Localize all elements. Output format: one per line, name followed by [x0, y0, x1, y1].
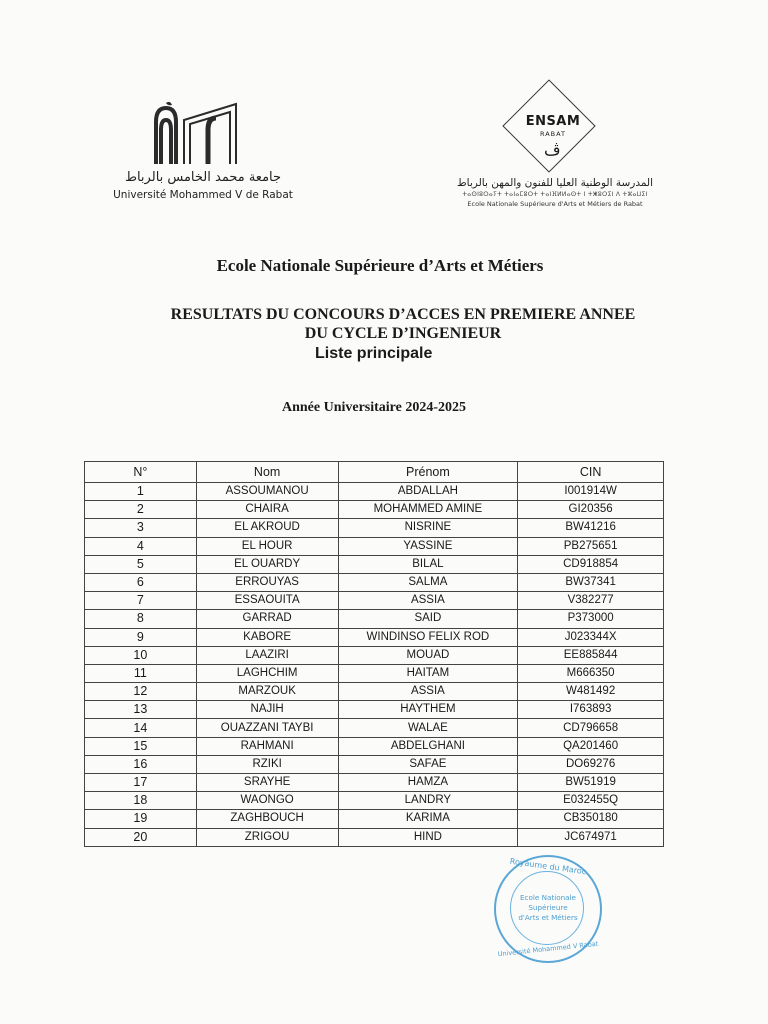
cell-first-name: KARIMA: [338, 810, 518, 828]
table-row: [85, 573, 664, 591]
table-row: [85, 755, 664, 773]
cell-first-name: LANDRY: [338, 792, 518, 810]
table-row: [85, 664, 664, 682]
stamp-top-text: Royaume du Maroc: [509, 856, 587, 877]
cell-number: 9: [85, 628, 197, 646]
university-arabic-name: جامعة محمد الخامس بالرباط: [124, 170, 282, 185]
cell-cin: E032455Q: [518, 792, 664, 810]
cell-number: 3: [85, 519, 197, 537]
cell-cin: V382277: [518, 592, 664, 610]
cell-number: 20: [85, 828, 197, 846]
ensam-tifinagh-name: ⵜⴰⵙⵏⵓⵔⴰⵢⵜ ⵜⴰⵏⴰⵎⵓⵔⵜ ⵜⴰⵏⴼⵍⵍⴰⵙⵜ ⵏ ⵜⵥⵓⵔⵉⵏ ⴷ ⵜⵣⴰⵡⵉⵏ: [462, 191, 648, 198]
cell-last-name: WAONGO: [196, 792, 338, 810]
cell-first-name: ABDALLAH: [338, 483, 518, 501]
cell-cin: JC674971: [518, 828, 664, 846]
cell-last-name: RZIKI: [196, 755, 338, 773]
table-row: [85, 555, 664, 573]
cell-first-name: ABDELGHANI: [338, 737, 518, 755]
table-row: [85, 592, 664, 610]
cell-number: 13: [85, 701, 197, 719]
ensam-french-name: Ecole Nationale Supérieure d'Arts et Métiers de Rabat: [467, 200, 643, 208]
table-row: [85, 537, 664, 555]
cell-first-name: HAITAM: [338, 664, 518, 682]
cell-number: 18: [85, 792, 197, 810]
table-row: [85, 483, 664, 501]
university-french-name: Université Mohammed V de Rabat: [113, 189, 293, 201]
cell-number: 17: [85, 774, 197, 792]
cell-number: 7: [85, 592, 197, 610]
cell-first-name: NISRINE: [338, 519, 518, 537]
header-last-name: Nom: [196, 462, 338, 483]
official-stamp: [494, 855, 602, 963]
results-table: [84, 461, 664, 847]
table-body: [85, 483, 664, 847]
cell-cin: I763893: [518, 701, 664, 719]
cell-last-name: EL HOUR: [196, 537, 338, 555]
table-row: [85, 737, 664, 755]
cell-last-name: OUAZZANI TAYBI: [196, 719, 338, 737]
ensam-city: RABAT: [539, 130, 567, 138]
cell-first-name: HAMZA: [338, 774, 518, 792]
cell-number: 10: [85, 646, 197, 664]
cell-cin: CB350180: [518, 810, 664, 828]
ensam-arabic-name: المدرسة الوطنية العليا للفنون والمهن بالرباط: [456, 177, 654, 189]
stamp-bottom-text: Université Mohammed V Rabat: [497, 939, 599, 959]
cell-cin: PB275651: [518, 537, 664, 555]
academic-year: Année Universitaire 2024-2025: [281, 400, 467, 415]
university-logo: [92, 100, 308, 210]
table-row: [85, 646, 664, 664]
cell-number: 14: [85, 719, 197, 737]
stamp-line-2: Supérieure: [528, 903, 568, 912]
cell-number: 12: [85, 683, 197, 701]
cell-last-name: ZAGHBOUCH: [196, 810, 338, 828]
cell-first-name: SAFAE: [338, 755, 518, 773]
results-title: [0, 305, 768, 343]
cell-number: 15: [85, 737, 197, 755]
cell-cin: DO69276: [518, 755, 664, 773]
ensam-logo: [455, 85, 655, 215]
stamp-line-3: d'Arts et Métiers: [518, 913, 578, 922]
cell-last-name: GARRAD: [196, 610, 338, 628]
cell-first-name: HIND: [338, 828, 518, 846]
table-row: [85, 719, 664, 737]
cell-last-name: ZRIGOU: [196, 828, 338, 846]
cell-first-name: SAID: [338, 610, 518, 628]
table-row: [85, 792, 664, 810]
cell-first-name: BILAL: [338, 555, 518, 573]
cell-cin: J023344X: [518, 628, 664, 646]
table-row: [85, 828, 664, 846]
cell-cin: P373000: [518, 610, 664, 628]
cell-cin: GI20356: [518, 501, 664, 519]
cell-last-name: EL AKROUD: [196, 519, 338, 537]
list-name: Liste principale: [315, 345, 433, 362]
university-emblem-icon: [150, 100, 240, 168]
cell-first-name: ASSIA: [338, 592, 518, 610]
cell-last-name: KABORE: [196, 628, 338, 646]
table-row: [85, 683, 664, 701]
cell-first-name: YASSINE: [338, 537, 518, 555]
cell-cin: BW51919: [518, 774, 664, 792]
cell-first-name: MOHAMMED AMINE: [338, 501, 518, 519]
results-title-line-1: RESULTATS DU CONCOURS D’ACCES EN PREMIERE ANNEE: [170, 306, 636, 323]
ensam-emblem-icon: ڤ: [544, 140, 561, 159]
cell-first-name: MOUAD: [338, 646, 518, 664]
cell-cin: I001914W: [518, 483, 664, 501]
cell-last-name: NAJIH: [196, 701, 338, 719]
stamp-line-1: Ecole Nationale: [520, 893, 576, 902]
table-row: [85, 810, 664, 828]
cell-cin: EE885844: [518, 646, 664, 664]
cell-cin: M666350: [518, 664, 664, 682]
ensam-acronym: ENSAM: [525, 114, 581, 129]
cell-last-name: ASSOUMANOU: [196, 483, 338, 501]
cell-cin: W481492: [518, 683, 664, 701]
cell-number: 5: [85, 555, 197, 573]
cell-number: 8: [85, 610, 197, 628]
header-cin: CIN: [518, 462, 664, 483]
cell-first-name: SALMA: [338, 573, 518, 591]
table-header-row: [85, 462, 664, 483]
cell-cin: BW41216: [518, 519, 664, 537]
cell-number: 11: [85, 664, 197, 682]
cell-cin: BW37341: [518, 573, 664, 591]
school-name: Ecole Nationale Supérieure d’Arts et Métiers: [216, 256, 544, 275]
table-row: [85, 501, 664, 519]
cell-last-name: CHAIRA: [196, 501, 338, 519]
cell-first-name: HAYTHEM: [338, 701, 518, 719]
cell-cin: QA201460: [518, 737, 664, 755]
cell-number: 19: [85, 810, 197, 828]
cell-last-name: LAGHCHIM: [196, 664, 338, 682]
cell-last-name: RAHMANI: [196, 737, 338, 755]
cell-last-name: ESSAOUITA: [196, 592, 338, 610]
cell-cin: CD918854: [518, 555, 664, 573]
cell-last-name: SRAYHE: [196, 774, 338, 792]
table-row: [85, 628, 664, 646]
cell-number: 4: [85, 537, 197, 555]
cell-first-name: WINDINSO FELIX ROD: [338, 628, 518, 646]
table-row: [85, 774, 664, 792]
cell-last-name: MARZOUK: [196, 683, 338, 701]
cell-last-name: LAAZIRI: [196, 646, 338, 664]
cell-number: 1: [85, 483, 197, 501]
cell-cin: CD796658: [518, 719, 664, 737]
table-row: [85, 610, 664, 628]
cell-number: 16: [85, 755, 197, 773]
header-first-name: Prénom: [338, 462, 518, 483]
table-row: [85, 701, 664, 719]
table-row: [85, 519, 664, 537]
cell-first-name: ASSIA: [338, 683, 518, 701]
header-number: N°: [85, 462, 197, 483]
results-title-line-2: DU CYCLE D’INGENIEUR: [304, 325, 502, 342]
cell-number: 6: [85, 573, 197, 591]
cell-last-name: EL OUARDY: [196, 555, 338, 573]
cell-first-name: WALAE: [338, 719, 518, 737]
cell-last-name: ERROUYAS: [196, 573, 338, 591]
cell-number: 2: [85, 501, 197, 519]
